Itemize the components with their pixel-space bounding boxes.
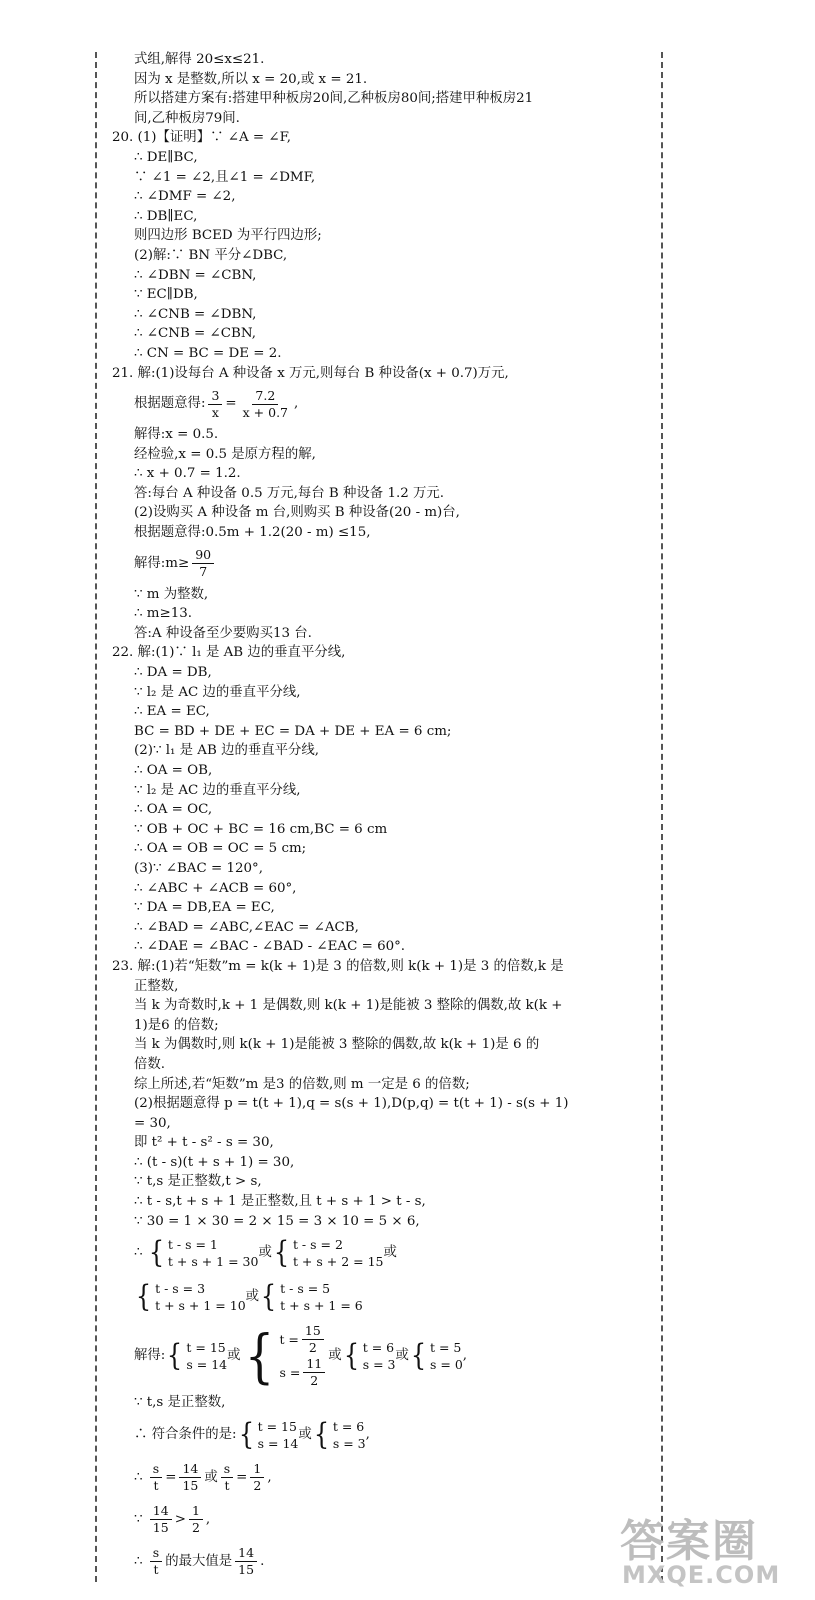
fraction	[150, 1461, 162, 1494]
fraction	[240, 388, 291, 421]
system-row: t = 6	[362, 1340, 395, 1356]
fraction	[150, 1503, 172, 1536]
system-row: t = 6	[332, 1418, 365, 1434]
or-word: 或	[258, 1245, 272, 1261]
ratio-line-23	[112, 1457, 652, 1499]
fraction	[235, 1545, 257, 1578]
punctuation: ,	[294, 396, 299, 412]
punctuation: ,	[462, 1348, 468, 1364]
text-line: ∵ DA = DB,EA = EC,	[134, 900, 275, 916]
numerator: 14	[179, 1461, 201, 1478]
text-line: 则四边形 BCED 为平行四边形;	[134, 228, 322, 244]
watermark-url: MXQE.COM	[622, 1561, 781, 1589]
text-line: ∵ OB + OC + BC = 16 cm,BC = 6 cm	[134, 821, 388, 837]
denominator: 15	[238, 1562, 255, 1578]
fraction	[250, 1461, 264, 1494]
brace-glyph: {	[167, 1338, 183, 1374]
text-line: ∴ ∠DBN = ∠CBN,	[134, 267, 257, 283]
brace-glyph: {	[410, 1338, 427, 1374]
text-line: ∴ OA = OB = OC = 5 cm;	[134, 841, 307, 857]
denominator: 2	[191, 1520, 200, 1536]
text-line: ∴ t - s,t + s + 1 是正整数,且 t + s + 1 > t - s,	[134, 1194, 426, 1210]
numerator: 1	[189, 1503, 203, 1520]
system-row: t + s + 2 = 15	[292, 1254, 384, 1270]
text-line: 当 k 为奇数时,k + 1 是偶数,则 k(k + 1)是能被 3 整除的偶数,故 k(k +	[134, 998, 563, 1014]
therefore-symbol: ∴	[134, 1470, 143, 1486]
system-rows	[168, 1236, 259, 1270]
text-line: 答:A 种设备至少要购买13 台.	[134, 625, 312, 641]
system-row: t - s = 3	[155, 1281, 206, 1297]
system-c	[134, 1280, 246, 1314]
numerator: 14	[150, 1503, 172, 1520]
system-row: s = 0	[429, 1357, 463, 1373]
text-line: 答:每台 A 种设备 0.5 万元,每台 B 种设备 1.2 万元.	[134, 485, 445, 501]
punctuation: ,	[267, 1470, 272, 1486]
text-line: ∴ ∠BAD = ∠ABC,∠EAC = ∠ACB,	[134, 919, 359, 935]
text-line: 解得:x = 0.5.	[134, 427, 219, 443]
numerator: 7.2	[252, 388, 278, 405]
denominator: t	[224, 1478, 230, 1494]
system-row: t + s + 1 = 10	[155, 1298, 246, 1314]
text-line: 所以搭建方案有:搭建甲种板房20间,乙种板房80间;搭建甲种板房21	[134, 91, 534, 107]
text-line: ∴ DB∥EC,	[134, 208, 198, 224]
therefore-symbol: ∴	[134, 1554, 143, 1570]
text-line: 经检验,x = 0.5 是原方程的解,	[134, 446, 316, 462]
system-row: t = 5	[429, 1340, 462, 1356]
question-22-header: 22. 解:(1)∵ l₁ 是 AB 边的垂直平分线,	[112, 645, 346, 661]
text-line: ∵ m 为整数,	[134, 586, 209, 602]
system-d	[259, 1280, 363, 1314]
or-word: 或	[395, 1348, 409, 1364]
text-line: 当 k 为偶数时,则 k(k + 1)是能被 3 整除的偶数,故 k(k + 1)是 6 的	[134, 1037, 540, 1053]
text-line: ∴ ∠DMF = ∠2,	[134, 189, 236, 205]
brace-glyph: {	[313, 1416, 329, 1452]
equals-sign: =	[236, 1470, 248, 1486]
solution-prefix: 解得:m≥	[134, 555, 190, 571]
denominator: 15	[182, 1478, 199, 1494]
system-b	[312, 1418, 366, 1452]
text-line: ∵ t,s 是正整数,	[134, 1395, 226, 1411]
text-line: ∴ DE∥BC,	[134, 149, 198, 165]
solution-21	[112, 543, 652, 585]
denominator: 2	[308, 1340, 317, 1356]
denominator: 2	[253, 1478, 262, 1494]
system-row: t - s = 5	[280, 1281, 331, 1297]
fraction	[221, 1461, 233, 1494]
text-line: ∴ OA = OB,	[134, 763, 213, 778]
denominator: t	[153, 1562, 159, 1578]
equation-system-2	[112, 1275, 652, 1319]
solution-prefix: 解得:	[134, 1348, 166, 1364]
text-line: ∴ ∠CNB = ∠CBN,	[134, 326, 256, 342]
numerator: 11	[303, 1356, 325, 1373]
because-symbol: ∵	[134, 1512, 143, 1528]
system-row: t + s + 1 = 30	[167, 1254, 259, 1270]
variable-label: s =	[279, 1364, 301, 1380]
text-line: (2)根据题意得 p = t(t + 1),q = s(s + 1),D(p,q) = t(t + 1) - s(s + 1)	[134, 1096, 569, 1112]
denominator: t	[153, 1478, 159, 1494]
max-value-line-23	[112, 1541, 652, 1583]
system-a	[237, 1418, 299, 1452]
text-line: ∴ m≥13.	[134, 606, 192, 622]
text-line: ∵ EC∥DB,	[134, 287, 198, 303]
fraction	[150, 1545, 162, 1578]
max-value-text: 的最大值是	[165, 1554, 233, 1570]
numerator: s	[150, 1545, 162, 1562]
text-line: ∵ 30 = 1 × 30 = 2 × 15 = 3 × 10 = 5 × 6,	[134, 1213, 420, 1229]
text-line: 根据题意得:0.5m + 1.2(20 - m) ≤15,	[134, 525, 371, 541]
fraction	[208, 388, 222, 421]
watermark-logo-text: 答案圈	[620, 1516, 758, 1567]
system-rows	[280, 1280, 363, 1314]
text-line: 因为 x 是整数,所以 x = 20,或 x = 21.	[134, 71, 368, 87]
numerator: 90	[192, 547, 214, 564]
numerator: s	[150, 1461, 162, 1478]
brace-glyph: {	[343, 1338, 359, 1374]
solution-23	[112, 1319, 652, 1393]
text-line: ∵ ∠1 = ∠2,且∠1 = ∠DMF,	[134, 169, 316, 185]
therefore-symbol: ∴	[134, 1245, 143, 1261]
system-rows	[258, 1418, 299, 1452]
text-line: ∴ CN = BC = DE = 2.	[134, 345, 282, 361]
text-line: (2)∵ l₁ 是 AB 边的垂直平分线,	[134, 743, 320, 759]
brace-glyph: {	[135, 1279, 152, 1315]
text-line: (3)∵ ∠BAC = 120°,	[134, 860, 263, 876]
equation-system-1	[112, 1231, 652, 1275]
system-rows	[279, 1323, 328, 1389]
text-line: ∴ DA = DB,	[134, 665, 212, 681]
system-row: t + s + 1 = 6	[280, 1298, 363, 1314]
text-line: ∵ l₂ 是 AC 边的垂直平分线,	[134, 684, 301, 700]
equation-21	[112, 383, 652, 425]
comparison-line-23	[112, 1499, 652, 1541]
system-row: s = 14	[257, 1435, 299, 1451]
greater-than-sign: >	[174, 1512, 186, 1528]
text-line: ∴ x + 0.7 = 1.2.	[134, 466, 241, 482]
system-a	[165, 1339, 227, 1373]
denominator: 15	[152, 1520, 169, 1536]
numerator: 3	[208, 388, 222, 405]
text-line: 式组,解得 20≤x≤21.	[134, 52, 265, 67]
or-word: 或	[245, 1289, 260, 1305]
text-line: ∴ ∠ABC + ∠ACB = 60°,	[134, 880, 297, 896]
system-row: t - s = 2	[292, 1237, 343, 1253]
text-line: 间,乙种板房79间.	[134, 110, 240, 126]
text-line: (2)解:∵ BN 平分∠DBC,	[134, 247, 288, 263]
text-line: 即 t² + t - s² - s = 30,	[134, 1135, 274, 1151]
denominator: x + 0.7	[242, 404, 289, 420]
text-line: ∴ EA = EC,	[134, 704, 210, 720]
system-rows	[155, 1280, 246, 1314]
text-line: BC = BD + DE + EC = DA + DE + EA = 6 cm;	[134, 723, 452, 739]
text-line: ∵ l₂ 是 AC 边的垂直平分线,	[134, 782, 301, 798]
question-20-header: 20. (1)【证明】∵ ∠A = ∠F,	[112, 130, 292, 146]
question-23-header: 23. 解:(1)若“矩数”m = k(k + 1)是 3 的倍数,则 k(k + 1)是 3 的倍数,k 是	[112, 958, 564, 974]
numerator: 15	[302, 1323, 324, 1340]
system-rows	[186, 1339, 227, 1373]
text-line: ∴ OA = OC,	[134, 802, 213, 818]
site-watermark	[600, 1505, 810, 1595]
text-line: ∴ ∠CNB = ∠DBN,	[134, 306, 257, 322]
or-word: 或	[298, 1427, 312, 1443]
system-row	[279, 1323, 328, 1356]
valid-prefix: ∴ 符合条件的是:	[134, 1427, 237, 1443]
equals-sign: =	[225, 396, 237, 412]
system-d	[409, 1339, 463, 1373]
variable-label: t =	[279, 1331, 299, 1347]
system-row: s = 3	[362, 1357, 396, 1373]
or-word: 或	[328, 1348, 342, 1364]
brace-glyph: {	[260, 1279, 277, 1315]
fraction	[189, 1503, 203, 1536]
denominator: x	[211, 404, 219, 420]
system-a	[147, 1236, 259, 1270]
or-word: 或	[383, 1245, 397, 1261]
system-row: s = 3	[332, 1435, 366, 1451]
system-rows	[333, 1418, 366, 1452]
denominator: 2	[310, 1373, 319, 1389]
answer-content	[112, 50, 652, 1583]
system-rows	[363, 1339, 396, 1373]
system-row	[279, 1356, 328, 1389]
punctuation: ,	[365, 1427, 370, 1443]
brace-glyph: {	[238, 1416, 254, 1452]
system-b	[241, 1323, 329, 1389]
question-21-header: 21. 解:(1)设每台 A 种设备 x 万元,则每台 B 种设备(x + 0.7)万元,	[112, 365, 509, 381]
system-rows	[430, 1339, 463, 1373]
text-line: = 30,	[134, 1115, 171, 1131]
text-line: ∴ ∠DAE = ∠BAC - ∠BAD - ∠EAC = 60°.	[134, 939, 406, 955]
punctuation: ,	[205, 1512, 211, 1528]
system-c	[342, 1339, 396, 1373]
system-rows	[293, 1236, 384, 1270]
system-row: t = 15	[186, 1340, 226, 1356]
denominator: 7	[199, 564, 208, 580]
brace-glyph: {	[244, 1322, 274, 1391]
fraction	[302, 1323, 324, 1356]
numerator: 1	[250, 1461, 264, 1478]
system-row: t - s = 1	[167, 1237, 218, 1253]
or-word: 或	[227, 1348, 241, 1364]
system-b	[272, 1236, 384, 1270]
text-line: 正整数,	[134, 978, 179, 994]
or-word: 或	[204, 1470, 218, 1486]
text-line: ∴ (t - s)(t + s + 1) = 30,	[134, 1154, 295, 1170]
numerator: 14	[235, 1545, 257, 1562]
text-line: 综上所述,若“矩数”m 是3 的倍数,则 m 一定是 6 的倍数;	[134, 1076, 470, 1092]
right-binding-rule	[661, 52, 663, 1582]
fraction	[192, 547, 214, 580]
left-binding-rule	[95, 52, 97, 1582]
system-row: s = 14	[186, 1357, 228, 1373]
text-line: (2)设购买 A 种设备 m 台,则购买 B 种设备(20 - m)台,	[134, 505, 460, 521]
brace-glyph: {	[148, 1235, 164, 1271]
brace-glyph: {	[273, 1235, 290, 1271]
equation-prefix: 根据题意得:	[134, 396, 206, 412]
numerator: s	[221, 1461, 233, 1478]
text-line: ∵ t,s 是正整数,t > s,	[134, 1174, 262, 1190]
text-line: 1)是6 的倍数;	[134, 1017, 219, 1033]
text-line: 倍数.	[134, 1056, 166, 1072]
valid-solutions-23	[112, 1413, 652, 1457]
system-row: t = 15	[257, 1418, 297, 1434]
fraction	[179, 1461, 201, 1494]
equals-sign: =	[165, 1470, 177, 1486]
fraction	[303, 1356, 325, 1389]
punctuation: .	[260, 1554, 265, 1570]
